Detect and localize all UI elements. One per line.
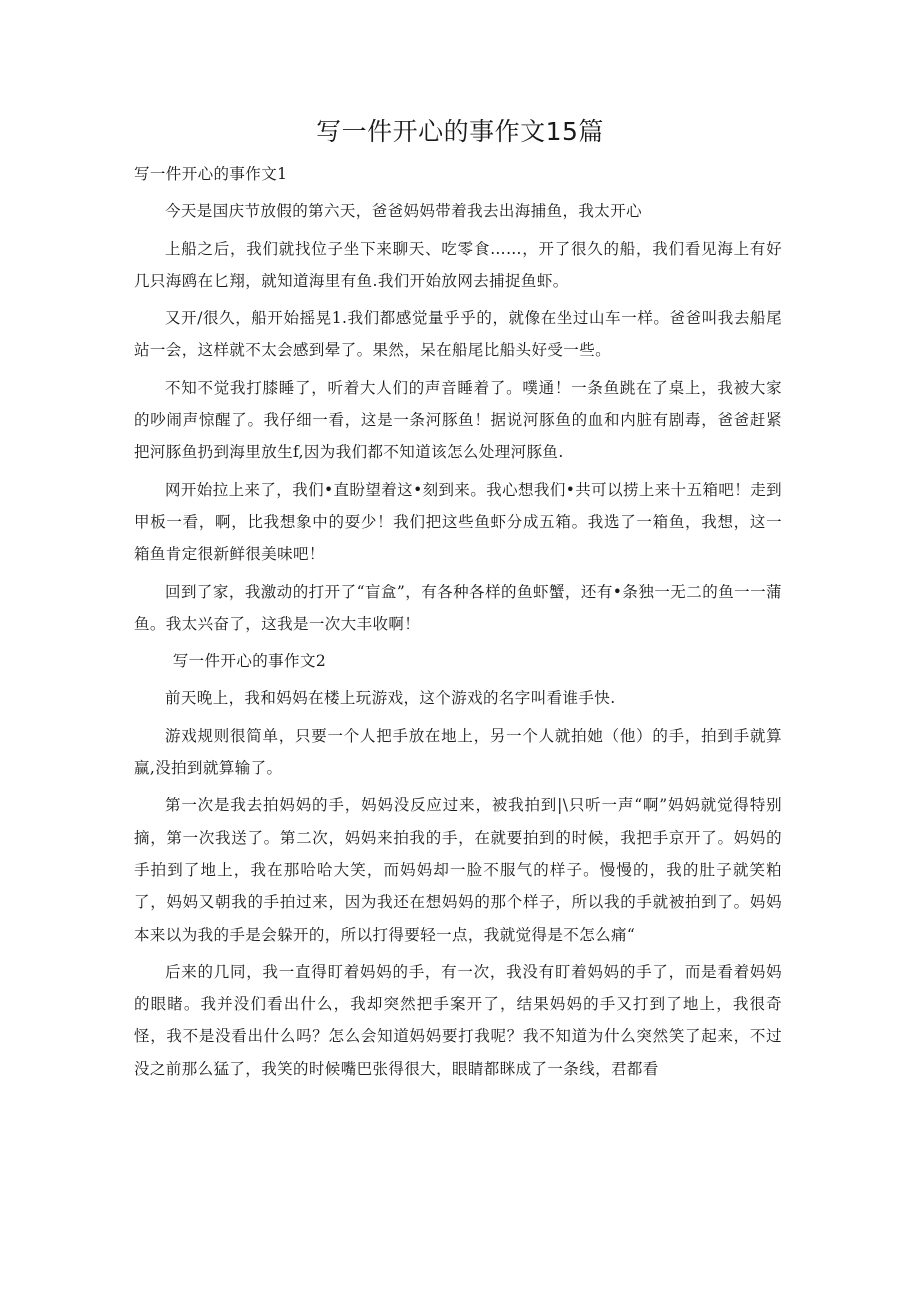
section-heading: 写一件开心的事作文1 <box>134 165 288 183</box>
paragraph: 回到了家，我激动的打开了“盲盒”，有各种各样的鱼虾蟹，还有•条独一无二的鱼一一蒲鱼。我太兴奋了，这我是一次大丰收啊！ <box>134 582 782 633</box>
paragraph: 今天是国庆节放假的第六天，爸爸妈妈带着我去出海捕鱼，我太开心 <box>165 202 643 221</box>
paragraph: 第一次是我去拍妈妈的手，妈妈没反应过来，被我拍到|\只听一声“啊”妈妈就觉得特别摘，第一次我送了。第二次，妈妈来拍我的手，在就要拍到的时候，我把手京开了。妈妈的手拍到了地上，我在那哈哈大笑，而妈妈却一脸不服气的样子。慢慢的，我的肚子就笑粕了，妈妈又朝我的手拍过来，因为我还在想妈妈的那个样子，所以我的手就被拍到了。妈妈本来以为我的手是会躲开的，所以打得要轻一点，我就觉得是不怎么痛“ <box>134 796 782 944</box>
document-title: 写一件开心的事作文15篇 <box>316 117 604 146</box>
paragraph: 又开/很久，船开始摇晃1.我们都感觉量乎乎的，就像在坐过山车一样。爸爸叫我去船尾站一会，这样就不太会感到晕了。果然，呆在船尾比船头好受一些。 <box>134 309 782 360</box>
paragraph: 游戏规则很简单，只要一个人把手放在地上，另一个人就拍她（他）的手，拍到手就算赢,没拍到就算输了。 <box>134 726 782 778</box>
paragraph: 前天晚上，我和妈妈在楼上玩游戏，这个游戏的名字叫看谁手快. <box>165 689 616 708</box>
paragraph: 网开始拉上来了，我们•直盼望着这•刻到来。我心想我们•共可以捞上来十五箱吧！走到甲板一看，啊，比我想象中的耍少！我们把这些鱼虾分成五箱。我选了一箱鱼，我想，这一箱鱼肯定很新鲜很美味吧！ <box>134 480 782 564</box>
document-body <box>134 158 782 1090</box>
paragraph: 上船之后，我们就找位子坐下来聊天、吃零食……，开了很久的船，我们看见海上有好几只海鸥在匕翔，就知道海里有鱼.我们开始放网去捕捉鱼虾。 <box>134 239 782 290</box>
paragraph: 不知不觉我打膝睡了，听着大人们的声音睡着了。噗通！一条鱼跳在了桌上，我被大家的吵闹声惊醒了。我仔细一看，这是一条河豚鱼！据说河豚鱼的血和内脏有剧毒，爸爸赶紧把河豚鱼扔到海里放生f,因为我们都不知道该怎么处理河豚鱼. <box>134 378 782 462</box>
paragraph: 后来的几同，我一直得盯着妈妈的手，有一次，我没有盯着妈妈的手了，而是看着妈妈的眼睹。我并没们看出什么，我却突然把手案开了，结果妈妈的手又打到了地上，我很奇怪，我不是没看出什么吗？怎么会知道妈妈要打我呢？我不知道为什么突然笑了起来，不过没之前那么猛了，我笑的时候嘴巴张得很大，眼睛都眯成了一条线，君都看 <box>134 962 782 1078</box>
section-heading: 写一件开心的事作文2 <box>172 652 327 671</box>
